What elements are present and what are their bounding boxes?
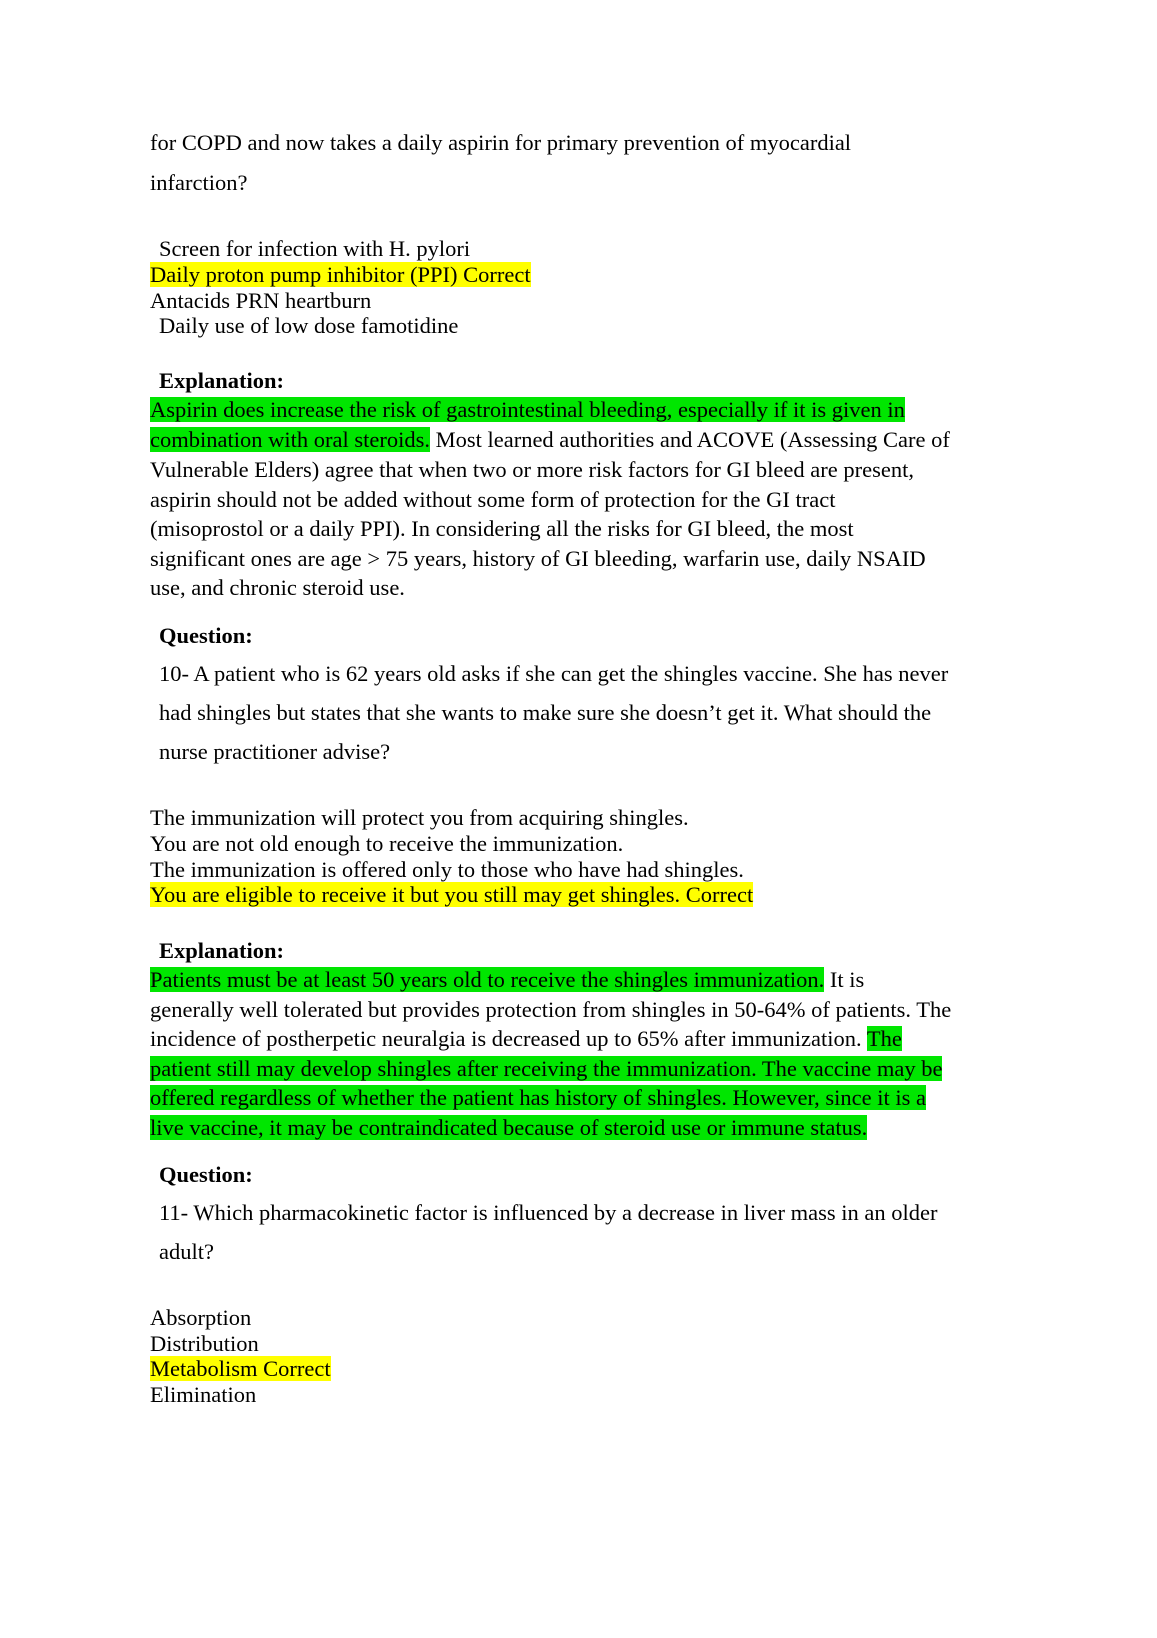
answer-option: The immunization is offered only to those who have had shingles. — [150, 857, 744, 882]
answer-option: Antacids PRN heartburn — [150, 288, 372, 313]
explanation-line — [150, 396, 905, 424]
question-heading: Question: — [159, 623, 253, 648]
question-text-line: 11- Which pharmacokinetic factor is influenced by a decrease in liver mass in an older — [159, 1200, 938, 1225]
explanation-line — [150, 1025, 902, 1053]
question-text-line: for COPD and now takes a daily aspirin for primary prevention of myocardial — [150, 130, 852, 155]
explanation-text: It is — [824, 967, 865, 992]
answer-option: Daily use of low dose famotidine — [159, 313, 459, 338]
explanation-heading: Explanation: — [159, 938, 285, 963]
explanation-highlight: patient still may develop shingles after receiving the immunization. The vaccine may be — [150, 1056, 943, 1081]
explanation-heading: Explanation: — [159, 368, 285, 393]
explanation-line — [150, 1084, 926, 1112]
explanation-highlight: The — [866, 1026, 902, 1051]
question-text-line: infarction? — [150, 170, 248, 195]
correct-highlight: Metabolism Correct — [150, 1356, 331, 1381]
explanation-line: Vulnerable Elders) agree that when two or more risk factors for GI bleed are present, — [150, 457, 914, 482]
answer-option: Distribution — [150, 1331, 259, 1356]
explanation-highlight: Patients must be at least 50 years old to receive the shingles immunization. — [150, 967, 825, 992]
question-text-line: 10- A patient who is 62 years old asks if she can get the shingles vaccine. She has never — [159, 661, 949, 686]
question-text-line: nurse practitioner advise? — [159, 739, 391, 764]
explanation-highlight: live vaccine, it may be contraindicated because of steroid use or immune status. — [150, 1115, 868, 1140]
question-text-line: adult? — [159, 1239, 214, 1264]
explanation-line — [150, 1055, 942, 1083]
answer-option-correct — [150, 261, 531, 289]
explanation-text: Most learned authorities and ACOVE (Assessing Care of — [429, 427, 950, 452]
answer-option-correct — [150, 1355, 331, 1383]
explanation-line — [150, 426, 950, 454]
question-heading: Question: — [159, 1162, 253, 1187]
answer-option: Screen for infection with H. pylori — [159, 236, 471, 261]
explanation-highlight: offered regardless of whether the patient has history of shingles. However, since it is a — [150, 1085, 926, 1110]
explanation-line — [150, 966, 864, 994]
answer-option-correct — [150, 881, 753, 909]
explanation-line — [150, 1114, 867, 1142]
answer-option: You are not old enough to receive the immunization. — [150, 831, 624, 856]
explanation-line: aspirin should not be added without some form of protection for the GI tract — [150, 487, 836, 512]
explanation-line: generally well tolerated but provides protection from shingles in 50-64% of patients. The — [150, 997, 952, 1022]
explanation-line: significant ones are age > 75 years, history of GI bleeding, warfarin use, daily NSAID — [150, 546, 926, 571]
explanation-highlight: combination with oral steroids. — [150, 427, 430, 452]
correct-highlight: Daily proton pump inhibitor (PPI) Correct — [150, 262, 531, 287]
explanation-line: use, and chronic steroid use. — [150, 575, 405, 600]
explanation-text: incidence of postherpetic neuralgia is decreased up to 65% after immunization. — [150, 1026, 867, 1051]
answer-option: Absorption — [150, 1305, 252, 1330]
explanation-line: (misoprostol or a daily PPI). In considering all the risks for GI bleed, the most — [150, 516, 854, 541]
question-text-line: had shingles but states that she wants to make sure she doesn’t get it. What should the — [159, 700, 932, 725]
answer-option: The immunization will protect you from acquiring shingles. — [150, 805, 689, 830]
correct-highlight: You are eligible to receive it but you still may get shingles. Correct — [150, 882, 754, 907]
explanation-highlight: Aspirin does increase the risk of gastrointestinal bleeding, especially if it is given in — [150, 397, 905, 422]
answer-option: Elimination — [150, 1382, 257, 1407]
